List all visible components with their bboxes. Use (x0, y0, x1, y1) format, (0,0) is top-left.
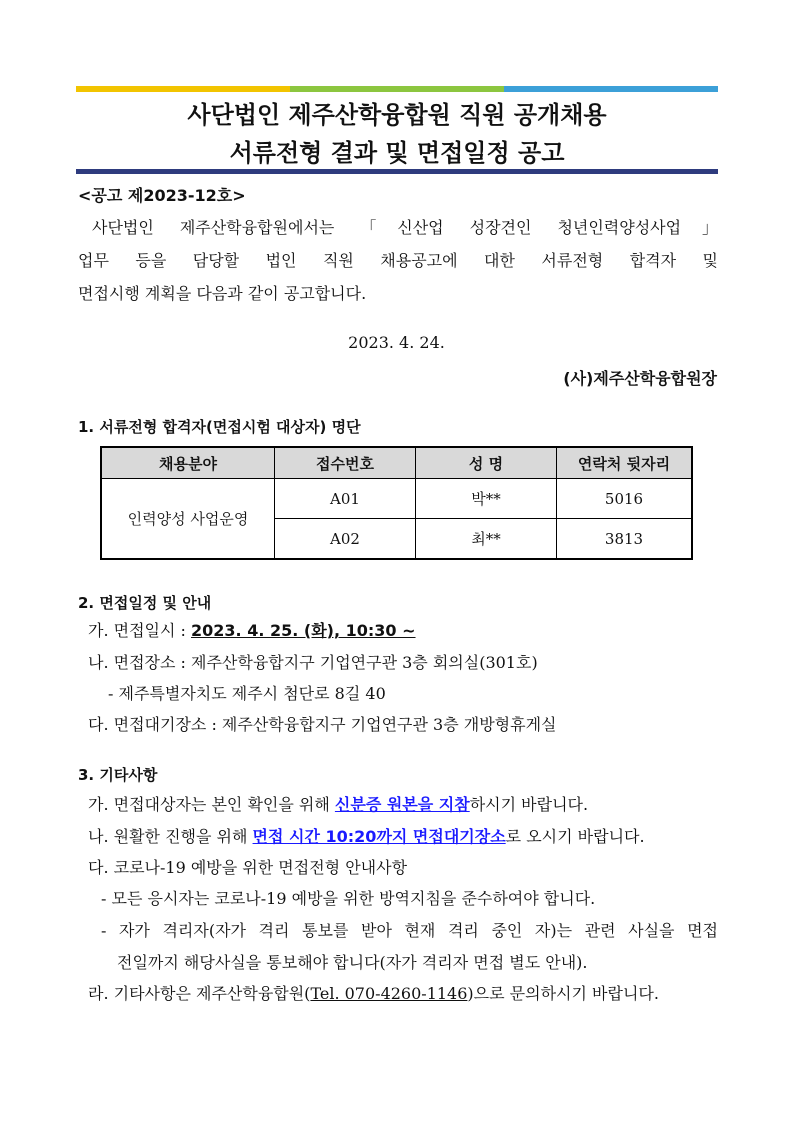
note-text: 하시기 바랍니다. (469, 795, 589, 814)
intro-line-3: 면접시행 계획을 다음과 같이 공고합니다. (78, 284, 367, 303)
col-header-name: 성 명 (416, 447, 557, 479)
interview-datetime (88, 618, 416, 641)
note-text: 로 오시기 바랍니다. (505, 827, 645, 846)
note-text: 나. 원활한 진행을 위해 (88, 827, 253, 846)
title-bottom-bar (76, 169, 718, 174)
note-text: )으로 문의하시기 바랍니다. (467, 984, 659, 1003)
note-arrival-time (88, 824, 645, 847)
applicant-table (100, 446, 693, 560)
contact-phone: Tel. 070-4260-1146 (310, 984, 468, 1003)
page-title (76, 96, 718, 172)
note-covid-sub-2b: 전일까지 해당사실을 통보해야 합니다(자가 격리자 면접 별도 안내). (117, 953, 588, 972)
cell-phone: 5016 (557, 479, 693, 519)
section-3-heading: 3. 기타사항 (78, 766, 158, 784)
note-text: 가. 면접대상자는 본인 확인을 위해 (88, 795, 335, 814)
waiting-place: 다. 면접대기장소 : 제주산학융합지구 기업연구관 3층 개방형휴게실 (88, 715, 557, 734)
interview-address: - 제주특별자치도 제주시 첨단로 8길 40 (108, 684, 386, 703)
table-row (101, 479, 692, 519)
note-text: 라. 기타사항은 제주산학융합원( (88, 984, 311, 1003)
col-header-phone: 연락처 뒷자리 (557, 447, 693, 479)
bar-segment-green (290, 86, 504, 92)
interview-datetime-label: 가. 면접일시 : (88, 621, 192, 640)
cell-phone: 3813 (557, 519, 693, 560)
section-2-heading: 2. 면접일정 및 안내 (78, 594, 212, 612)
intro-line-2: 업무 등을 담당할 법인 직원 채용공고에 대한 서류전형 합격자 및 (78, 251, 718, 270)
title-line-1: 사단법인 제주산학융합원 직원 공개채용 (187, 101, 607, 129)
bar-segment-blue (504, 86, 718, 92)
col-header-number: 접수번호 (275, 447, 416, 479)
cell-name: 최** (416, 519, 557, 560)
title-top-color-bar (76, 86, 718, 92)
signature: (사)제주산학융합원장 (563, 369, 717, 388)
intro-line-1: 사단법인 제주산학융합원에서는 「신산업 성장견인 청년인력양성사업」 (92, 218, 718, 237)
cell-number: A01 (275, 479, 416, 519)
note-covid: 다. 코로나-19 예방을 위한 면접전형 안내사항 (88, 858, 408, 877)
note-highlight: 면접 시간 10:20까지 면접대기장소 (252, 827, 506, 846)
title-line-2: 서류전형 결과 및 면접일정 공고 (229, 139, 565, 167)
note-id-card (88, 792, 588, 815)
notice-date: 2023. 4. 24. (348, 333, 445, 352)
note-covid-sub-2a: - 자가 격리자(자가 격리 통보를 받아 현재 격리 중인 자)는 관련 사실을 면접 (101, 921, 718, 940)
note-contact (88, 981, 659, 1004)
table-header-row (101, 447, 692, 479)
cell-name: 박** (416, 479, 557, 519)
note-highlight: 신분증 원본을 지참 (334, 795, 470, 814)
notice-number: <공고 제2023-12호> (78, 186, 246, 205)
col-header-field: 채용분야 (101, 447, 275, 479)
interview-place: 나. 면접장소 : 제주산학융합지구 기업연구관 3층 회의실(301호) (88, 653, 538, 672)
note-covid-sub-1: - 모든 응시자는 코로나-19 예방을 위한 방역지침을 준수하여야 합니다. (101, 889, 596, 908)
cell-number: A02 (275, 519, 416, 560)
cell-field: 인력양성 사업운영 (101, 479, 275, 560)
interview-datetime-value: 2023. 4. 25. (화), 10:30 ~ (191, 621, 416, 640)
section-1-heading: 1. 서류전형 합격자(면접시험 대상자) 명단 (78, 418, 361, 436)
bar-segment-yellow (76, 86, 290, 92)
